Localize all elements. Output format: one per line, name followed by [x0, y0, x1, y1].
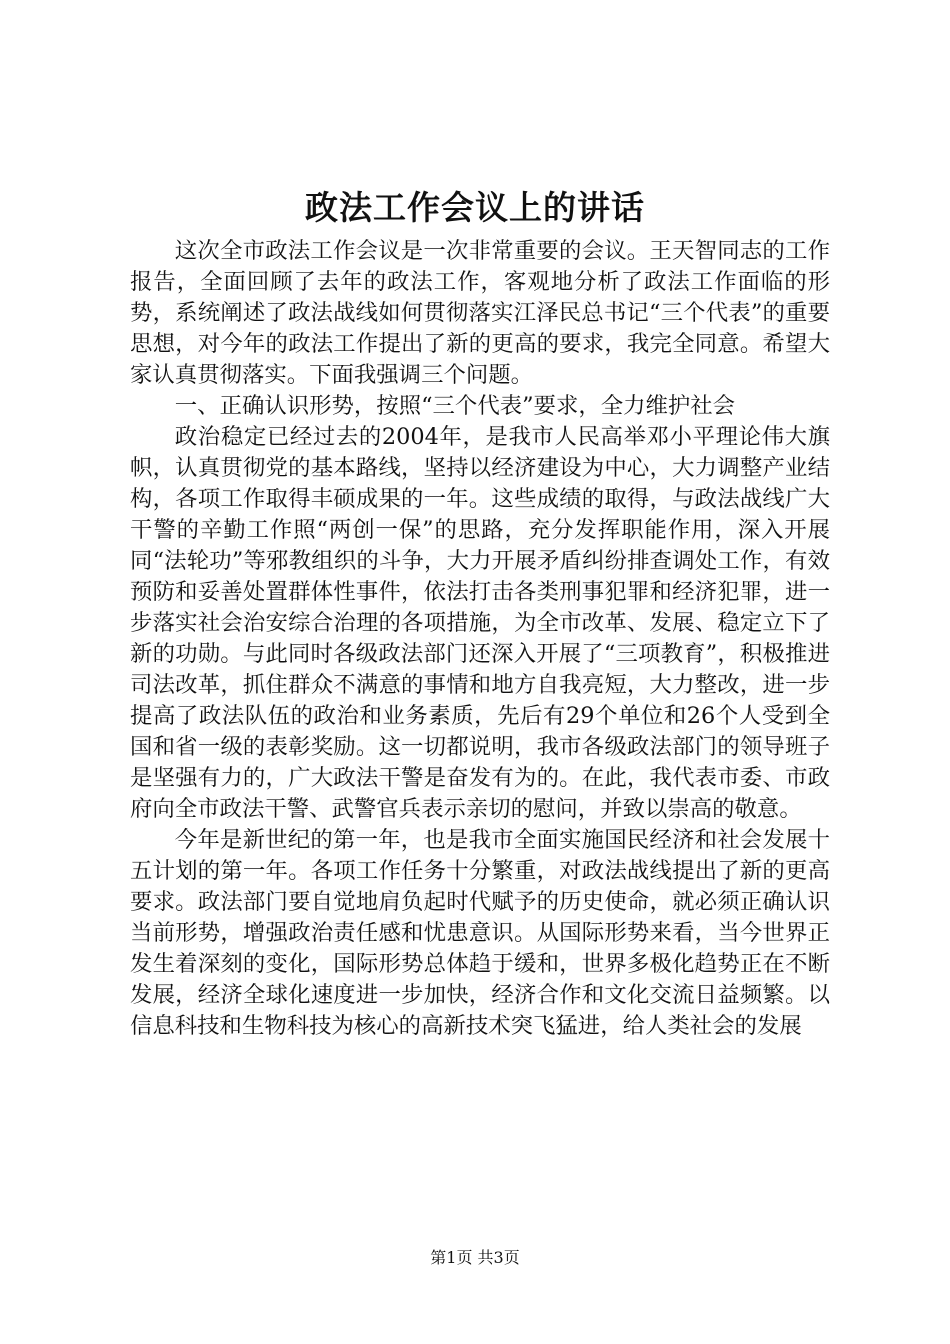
document-body	[130, 236, 830, 1042]
paragraph-intro: 这次全市政法工作会议是一次非常重要的会议。王天智同志的工作报告，全面回顾了去年的政法工作，客观地分析了政法工作面临的形势，系统阐述了政法战线如何贯彻落实江泽民总书记“三个代表”的重要思想，对今年的政法工作提出了新的更高的要求，我完全同意。希望大家认真贯彻落实。下面我强调三个问题。	[130, 238, 830, 388]
section-heading-1: 一、正确认识形势，按照“三个代表”要求，全力维护社会	[174, 393, 736, 419]
paragraph-situation: 今年是新世纪的第一年，也是我市全面实施国民经济和社会发展十五计划的第一年。各项工作任务十分繁重，对政法战线提出了新的更高要求。政法部门要自觉地肩负起时代赋予的历史使命，就必须正确认识当前形势，增强政治责任感和忧患意识。从国际形势来看，当今世界正发生着深刻的变化，国际形势总体趋于缓和，世界多极化趋势正在不断发展，经济全球化速度进一步加快，经济合作和文化交流日益频繁。以信息科技和生物科技为核心的高新技术突飞猛进，给人类社会的发展	[130, 827, 830, 1039]
paragraph-achievements: 政治稳定已经过去的2004年，是我市人民高举邓小平理论伟大旗帜，认真贯彻党的基本路线，坚持以经济建设为中心，大力调整产业结构，各项工作取得丰硕成果的一年。这些成绩的取得，与政法战线广大干警的辛勤工作照“两创一保”的思路，充分发挥职能作用，深入开展同“法轮功”等邪教组织的斗争，大力开展矛盾纠纷排查调处工作，有效预防和妥善处置群体性事件，依法打击各类刑事犯罪和经济犯罪，进一步落实社会治安综合治理的各项措施，为全市改革、发展、稳定立下了新的功勋。与此同时各级政法部门还深入开展了“三项教育”，积极推进司法改革，抓住群众不满意的事情和地方自我亮短，大力整改，进一步提高了政法队伍的政治和业务素质，先后有29个单位和26个人受到全国和省一级的表彰奖励。这一切都说明，我市各级政法部门的领导班子是坚强有力的，广大政法干警是奋发有为的。在此，我代表市委、市政府向全市政法干警、武警官兵表示亲切的慰问，并致以崇高的敬意。	[130, 424, 830, 822]
page-footer: 第1页 共3页	[430, 1248, 520, 1267]
document-title: 政法工作会议上的讲话	[305, 188, 645, 227]
